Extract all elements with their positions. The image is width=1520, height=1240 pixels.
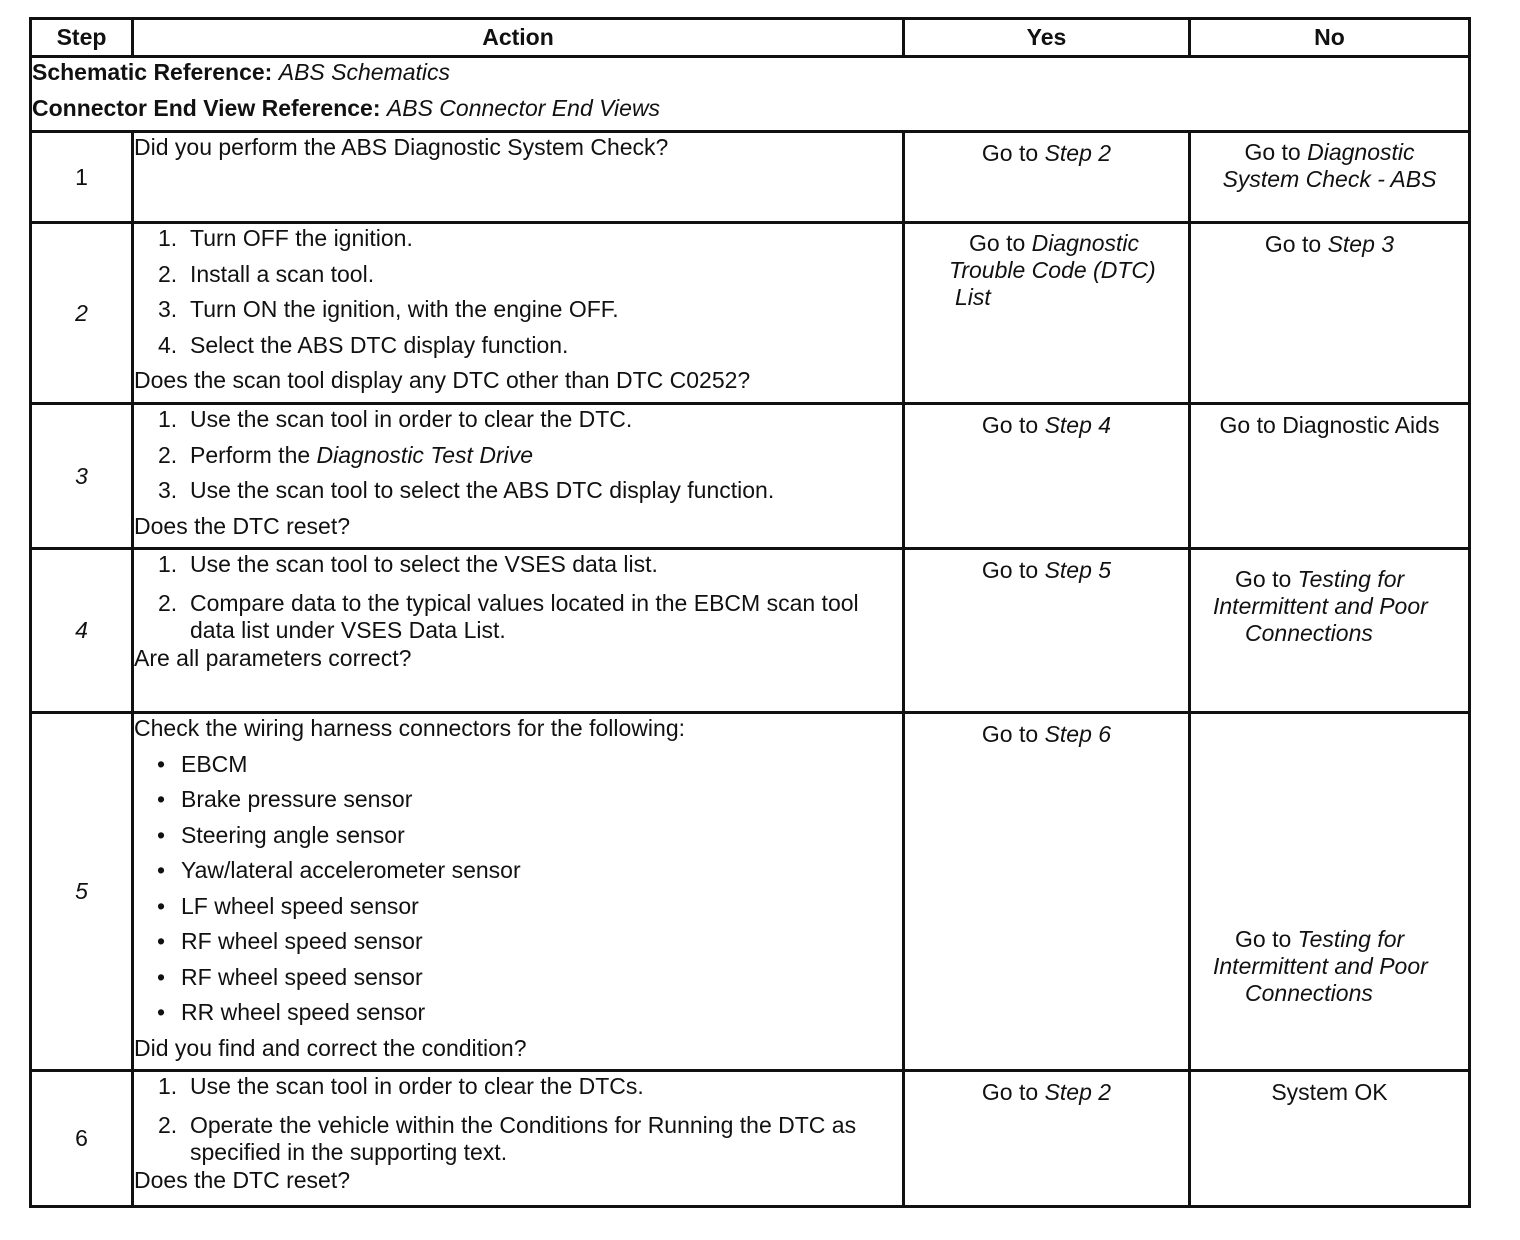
no-link-cont[interactable]: Intermittent and Poor [1213,593,1428,619]
list-item: • Brake pressure sensor [157,786,413,812]
yes-text: Go to Step 5 [981,557,1112,583]
list-item: 2. Compare data to the typical values located in the EBCM scan tool data list under VSES Data List. [158,589,859,643]
action-cell [133,1071,904,1207]
no-text [1199,139,1460,166]
table-row [31,1071,1470,1207]
header-action: Action [133,19,904,57]
no-link-cont[interactable]: System Check - ABS [1222,166,1437,192]
list-item: 2. Install a scan tool. [158,260,375,287]
action-cell [133,223,904,404]
no-cell [1190,1071,1470,1207]
header-no: No [1190,19,1470,57]
no-cell: Go to Testing for Intermittent and Poor Connections [1190,549,1470,713]
action-cell [133,713,904,1071]
list-item: • RR wheel speed sensor [157,999,426,1025]
list-item: 2. Perform the Diagnostic Test Drive [158,441,534,468]
no-text[interactable]: Go to Diagnostic Aids [1219,412,1440,438]
yes-link[interactable]: Step 2 [1044,1079,1112,1105]
list-item: • Yaw/lateral accelerometer sensor [157,857,521,883]
intro-text: Check the wiring harness connectors for the following: [134,715,686,741]
step-number-text: 4 [75,617,88,643]
yes-link-cont[interactable]: List [955,284,991,310]
yes-prefix: Go to [981,140,1039,166]
yes-text: Go to Step 4 [981,412,1112,438]
test-drive-link[interactable]: Diagnostic Test Drive [316,441,534,468]
step-number [31,713,133,1071]
list-item: • RF wheel speed sensor [157,928,423,954]
no-cell [1190,132,1470,223]
table-row [31,549,1470,713]
list-item: • LF wheel speed sensor [157,892,419,919]
list-item: 1. Use the scan tool in order to clear the DTCs. [158,1073,644,1099]
yes-link[interactable]: Step 4 [1044,412,1112,438]
table-row [31,132,1470,223]
header-row [31,19,1470,57]
yes-cell [904,549,1190,713]
no-cell [1190,404,1470,549]
no-link[interactable]: Step 3 [1327,231,1395,257]
step-number [31,223,133,404]
list-item: • Steering angle sensor [157,821,405,848]
yes-cell [904,1071,1190,1207]
yes-cell [904,713,1190,1071]
yes-text [913,139,1180,165]
yes-link[interactable]: Diagnostic [1031,230,1140,256]
no-cell [1190,223,1470,404]
connector-reference [32,94,1468,130]
schematic-reference [32,58,1468,94]
header-step: Step [31,19,133,57]
action-cell [133,549,904,713]
yes-cell [904,404,1190,549]
schematic-reference-label: Schematic Reference: [32,59,273,85]
list-item: 1. Use the scan tool in order to clear the DTC. [158,406,633,432]
no-prefix: Go to [1244,139,1301,165]
yes-text: Go to Step 2 [981,1079,1112,1105]
list-item: 4. Select the ABS DTC display function. [158,331,569,358]
question: Are all parameters correct? [134,644,412,671]
no-link-cont[interactable]: Intermittent and Poor [1213,953,1428,979]
no-link[interactable]: Testing for [1297,566,1405,592]
table-row [31,404,1470,549]
yes-text: Go to Diagnostic Trouble Code (DTC) List [949,230,1156,310]
yes-link[interactable]: Step 5 [1044,557,1112,583]
table-row [31,713,1470,1071]
yes-link[interactable]: Step 6 [1044,721,1112,747]
step-number: 1 [31,132,133,223]
question: Does the DTC reset? [134,512,351,539]
no-link-cont[interactable]: Connections [1245,620,1373,646]
connector-reference-value: ABS Connector End Views [386,95,661,121]
step-number [31,404,133,549]
no-link[interactable]: Diagnostic [1307,139,1415,165]
list-item: 3. Turn ON the ignition, with the engine OFF. [158,296,619,322]
question: Does the scan tool display any DTC other than DTC C0252? [134,367,751,393]
schematic-reference-value: ABS Schematics [278,59,451,85]
no-text: Go to Step 3 [1264,231,1395,257]
connector-reference-label: Connector End View Reference: [32,95,381,121]
action-cell [133,404,904,549]
table-row [31,223,1470,404]
list-item: 1. Use the scan tool to select the VSES data list. [158,551,658,577]
yes-link-cont[interactable]: Trouble Code (DTC) [949,257,1156,283]
no-link[interactable]: Testing for [1297,926,1405,952]
list-item: 2. Operate the vehicle within the Conditions for Running the DTC as specified in the supporting text. [158,1111,857,1165]
yes-text: Go to Step 6 [981,721,1112,747]
header-yes: Yes [904,19,1190,57]
step-number-text: 2 [75,299,88,326]
no-cell: Go to Testing for Intermittent and Poor Connections [1190,713,1470,1071]
diagnostic-table [29,17,1471,1208]
step-number-text: 3 [75,462,88,489]
step-number-text: 5 [75,878,88,904]
list-item: 3. Use the scan tool to select the ABS DTC display function. [158,477,775,503]
yes-cell [904,223,1190,404]
question: Does the DTC reset? [134,1166,351,1193]
reference-row [31,57,1470,132]
list-item: 1. Turn OFF the ignition. [158,225,413,251]
no-link-cont[interactable]: Connections [1245,980,1373,1006]
action-cell [133,132,904,223]
question: Did you find and correct the condition? [134,1034,527,1061]
yes-link[interactable]: Step 2 [1044,140,1112,166]
reference-cell [31,57,1470,132]
yes-cell [904,132,1190,223]
step-number [31,549,133,713]
no-text: System OK [1271,1079,1388,1105]
step-number: 6 [31,1071,133,1207]
question: Did you perform the ABS Diagnostic System Check? [134,134,669,160]
list-item: • RF wheel speed sensor [157,963,423,990]
list-item: • EBCM [157,750,248,777]
